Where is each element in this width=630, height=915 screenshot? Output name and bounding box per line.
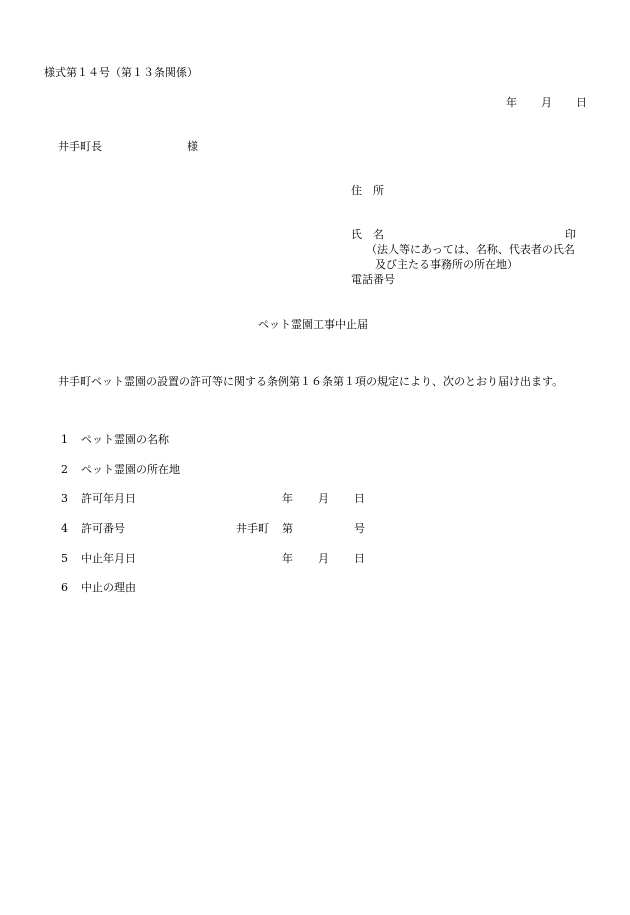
stop-date-day: 日	[354, 552, 365, 565]
item-number: 6	[61, 581, 68, 594]
permit-date-day: 日	[354, 492, 365, 505]
item-number: 5	[61, 552, 68, 565]
permit-date-year: 年	[282, 492, 293, 505]
stop-date-year: 年	[282, 552, 293, 565]
permit-dai: 第	[282, 522, 293, 535]
phone-label: 電話番号	[351, 273, 395, 286]
address-label: 住 所	[351, 184, 384, 197]
name-label: 氏 名	[351, 228, 384, 241]
date-year: 年	[506, 96, 517, 109]
item-label: 許可番号	[81, 522, 125, 535]
item-number: 4	[61, 522, 68, 535]
date-day: 日	[576, 96, 587, 109]
corporate-note-line2: 及び主たる事務所の所在地）	[375, 258, 518, 271]
item-label: ペット霊園の所在地	[81, 463, 180, 476]
item-label: 許可年月日	[81, 492, 136, 505]
date-month: 月	[541, 96, 552, 109]
item-label: 中止年月日	[81, 552, 136, 565]
body-text: 井手町ペット霊園の設置の許可等に関する条例第１６条第１項の規定により、次のとおり届け出ます。	[58, 375, 564, 388]
permit-town: 井手町	[236, 522, 269, 535]
addressee-honorific: 様	[187, 140, 198, 153]
form-number: 様式第１４号（第１３条関係）	[44, 66, 198, 79]
addressee-office: 井手町長	[58, 140, 102, 153]
stop-date-month: 月	[318, 552, 329, 565]
permit-go: 号	[354, 522, 365, 535]
corporate-note-line1: （法人等にあっては、名称、代表者の氏名	[366, 243, 575, 256]
seal-mark: 印	[565, 228, 576, 241]
permit-date-month: 月	[318, 492, 329, 505]
item-number: 3	[61, 492, 68, 505]
item-number: 1	[61, 433, 68, 446]
item-number: 2	[61, 463, 68, 476]
document-title: ペット霊園工事中止届	[258, 318, 368, 331]
item-label: 中止の理由	[81, 581, 136, 594]
item-label: ペット霊園の名称	[81, 433, 169, 446]
